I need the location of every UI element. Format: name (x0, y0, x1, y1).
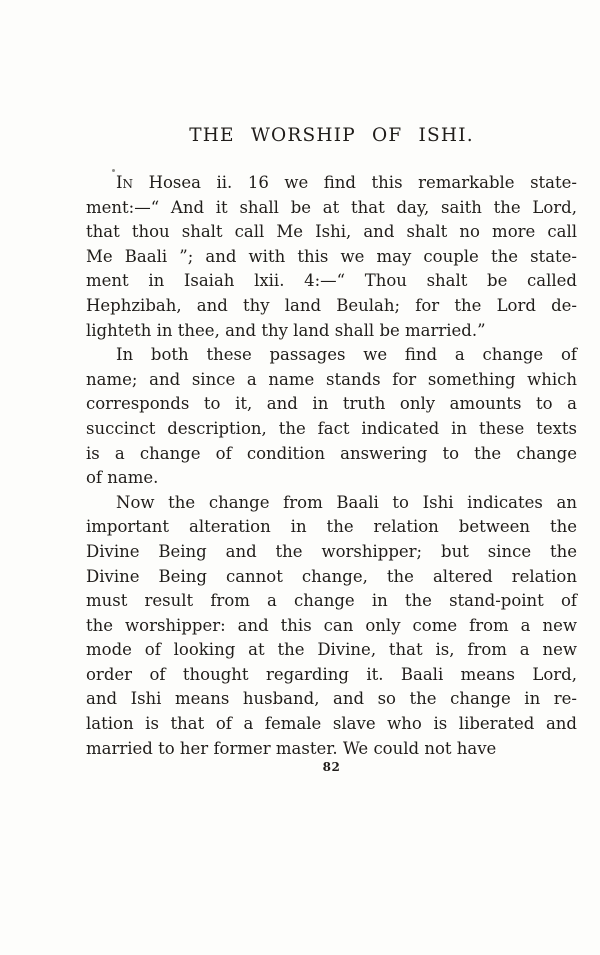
text-line: mode of looking at the Divine, that is, from a new (86, 640, 577, 660)
text-line: that thou shalt call Me Ishi, and shalt no more call (86, 222, 577, 242)
text-line: ment:—“ And it shall be at that day, saith the Lord, (86, 197, 577, 217)
text-line: Divine Being and the worshipper; but since the (86, 541, 577, 561)
text-line: Me Baali ”; and with this we may couple the state- (86, 246, 577, 266)
text-line: Now the change from Baali to Ishi indicates an (116, 492, 577, 512)
text-line: ment in Isaiah lxii. 4:—“ Thou shalt be called (86, 271, 577, 291)
text-line: corresponds to it, and in truth only amounts to a (86, 394, 577, 414)
text-line: In both these passages we find a change of (116, 345, 577, 365)
body-text (86, 171, 577, 761)
text-line: Divine Being cannot change, the altered relation (86, 566, 577, 586)
text-line: of name. (86, 468, 159, 488)
paragraph (86, 343, 577, 491)
text-line: married to her former master. We could not have (86, 738, 497, 758)
page-title: THE WORSHIP OF ISHI. (189, 125, 474, 146)
text-line: succinct description, the fact indicated in these texts (86, 418, 577, 438)
text-line: lighteth in thee, and thy land shall be married.” (86, 320, 486, 340)
text-line: is a change of condition answering to the change (86, 443, 577, 463)
text-line: must result from a change in the stand-point of (86, 591, 577, 611)
text-line: and Ishi means husband, and so the change in re- (86, 689, 577, 709)
text-line: name; and since a name stands for something which (86, 369, 577, 389)
text-line: the worshipper: and this can only come from a new (86, 615, 577, 635)
paragraph (86, 171, 577, 343)
text-line: lation is that of a female slave who is liberated and (86, 714, 577, 734)
smallcaps-lead: In (116, 173, 134, 192)
text-line: order of thought regarding it. Baali means Lord, (86, 664, 577, 684)
paragraph (86, 491, 577, 762)
page-number: 82 (322, 760, 341, 774)
text-line: In Hosea ii. 16 we find this remarkable state- (116, 173, 577, 192)
text-line: Hephzibah, and thy land Beulah; for the Lord de- (86, 295, 577, 315)
text-line: important alteration in the relation between the (86, 517, 577, 537)
